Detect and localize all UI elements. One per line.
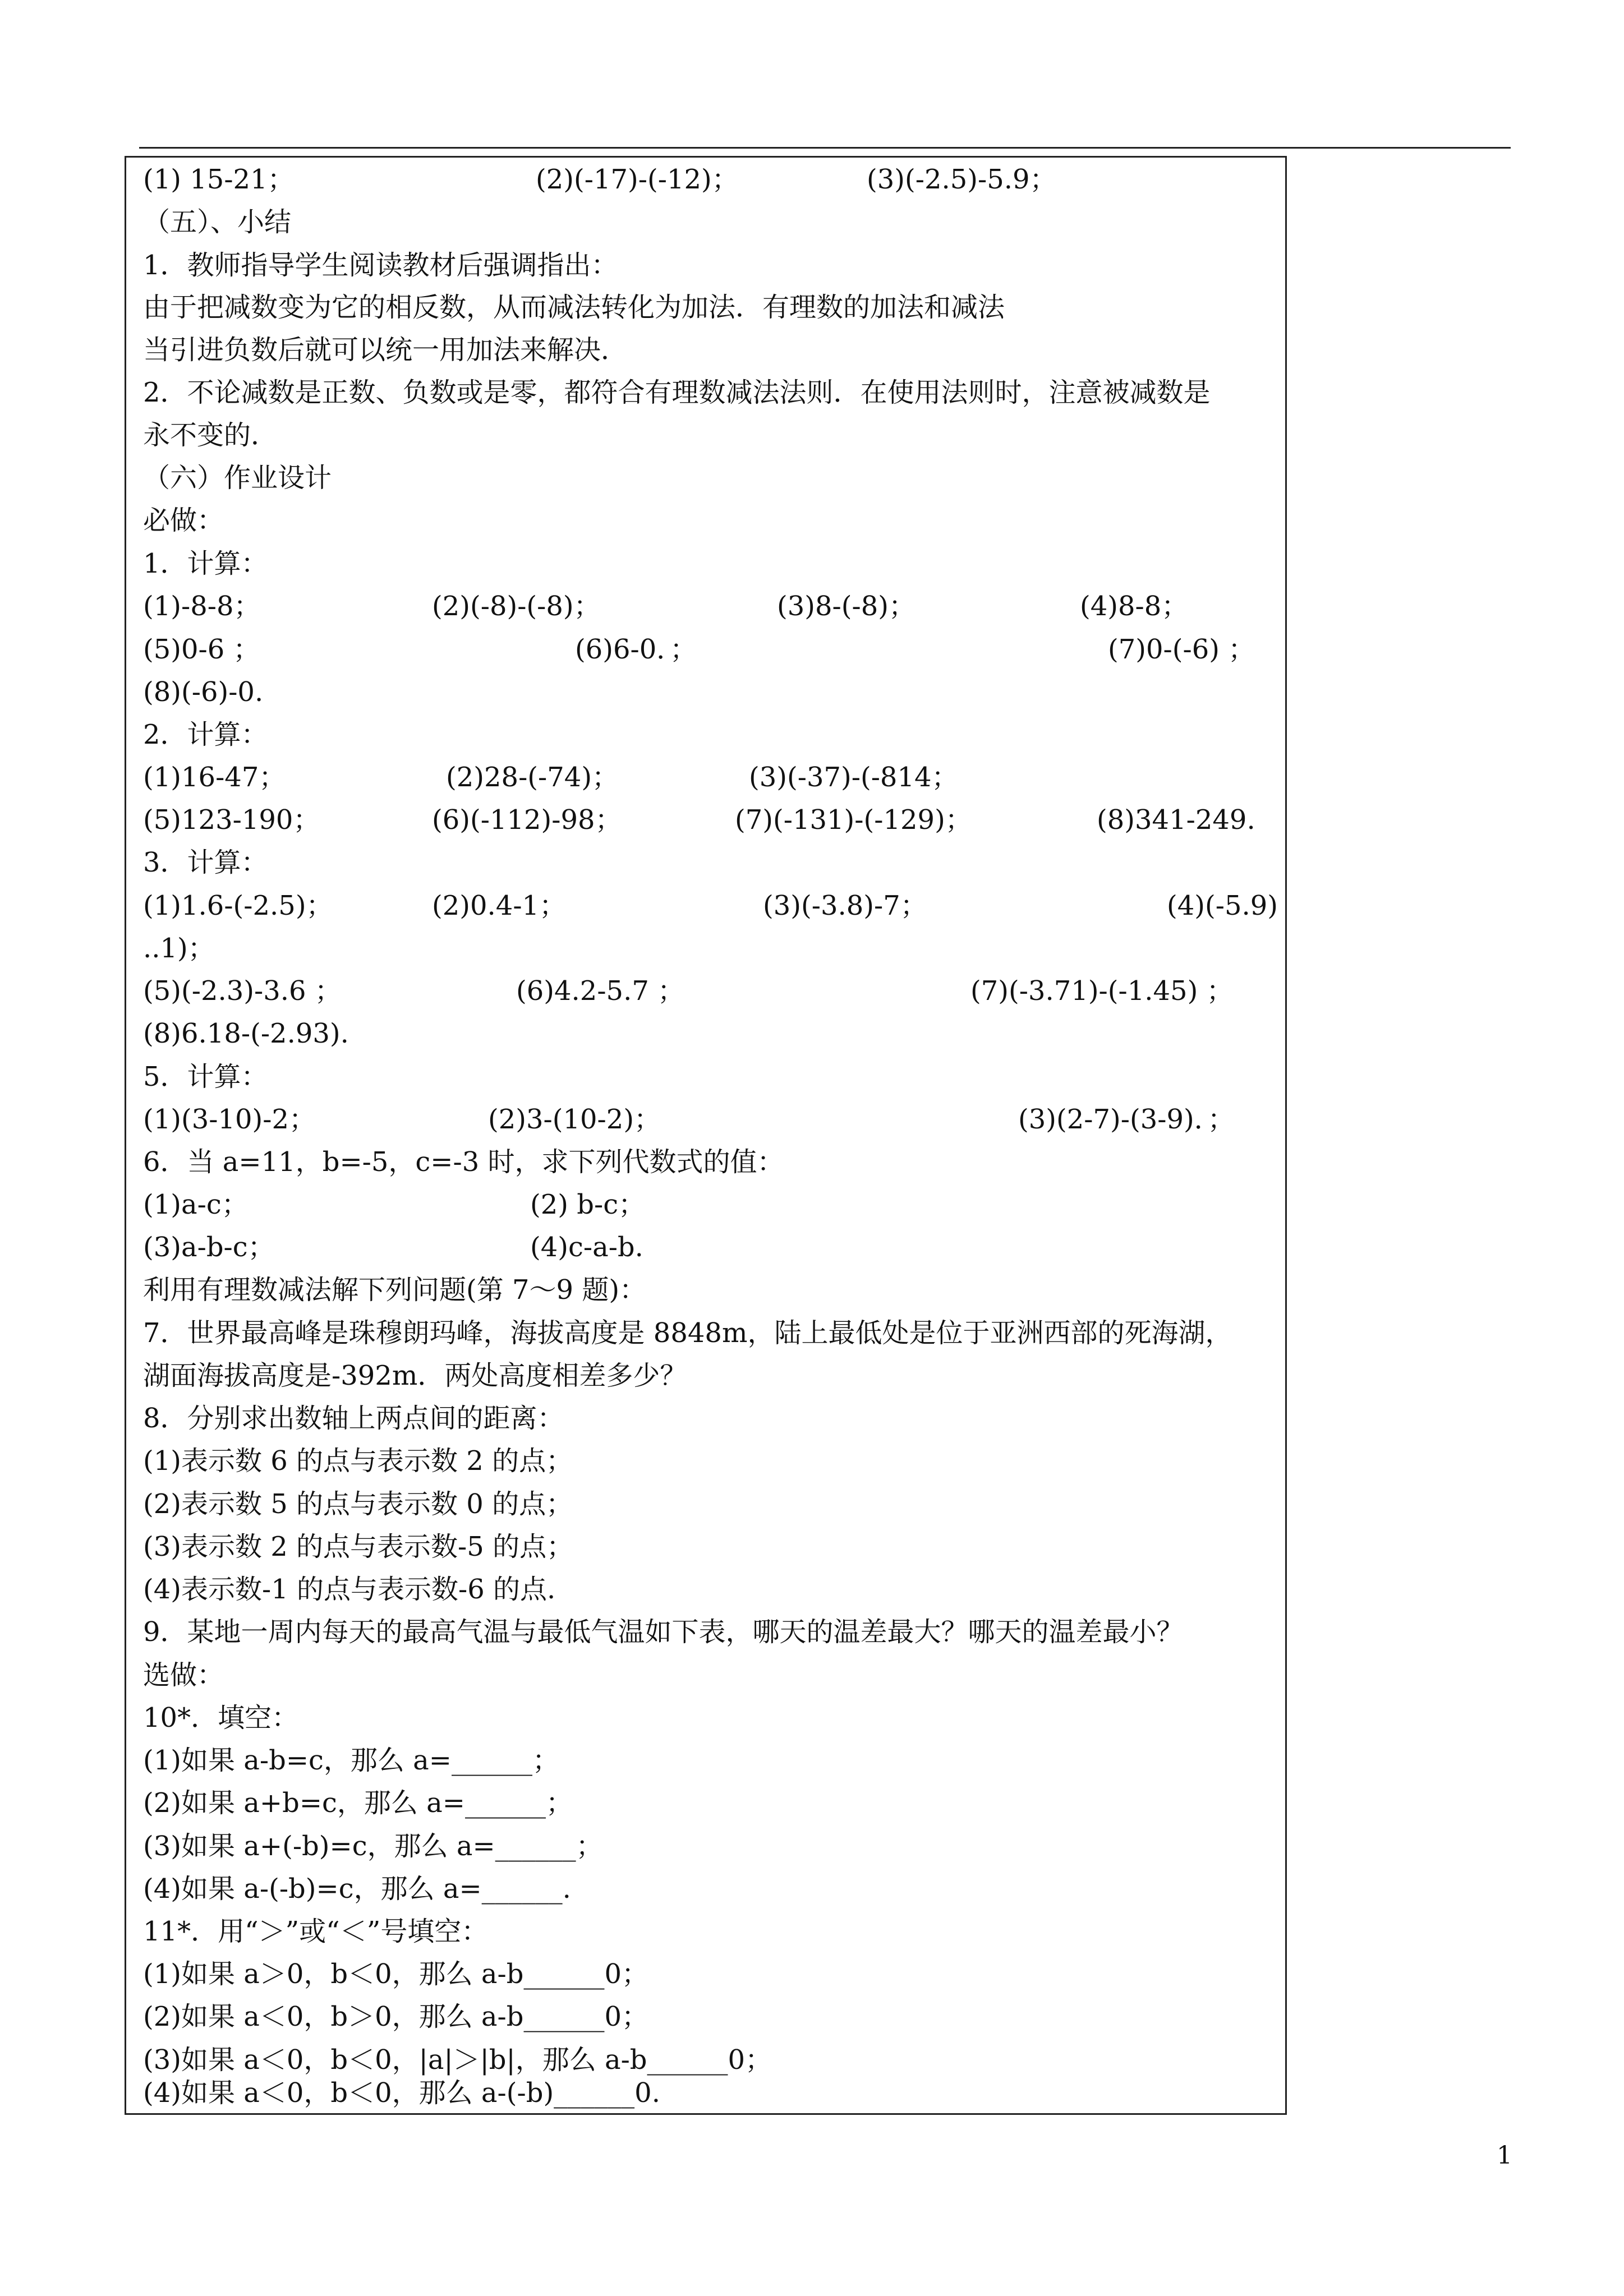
homework-heading: （六）作业设计 — [143, 462, 332, 494]
q6-item-3: (3)a-b-c； — [143, 1232, 275, 1263]
q6-item-4: (4)c-a-b. — [530, 1232, 643, 1263]
q10-item-4: (4)如果 a-(-b)=c，那么 a=______. — [143, 1873, 571, 1905]
q7-9-intro: 利用有理数减法解下列问题(第 7～9 题)： — [143, 1274, 647, 1306]
q1-item-1: (1)-8-8； — [143, 591, 261, 622]
q10-item-1: (1)如果 a-b=c，那么 a=______； — [143, 1745, 560, 1776]
q7-line-1: 7．世界最高峰是珠穆朗玛峰，海拔高度是 8848m，陆上最低处是位于亚洲西部的死海湖， — [143, 1317, 1232, 1349]
summary-p2a: 2．不论减数是正数、负数或是零，都符合有理数减法法则．在使用法则时，注意被减数是 — [143, 377, 1211, 408]
q8-item-2: (2)表示数 5 的点与表示数 0 的点； — [143, 1488, 573, 1520]
q8-item-1: (1)表示数 6 的点与表示数 2 的点； — [143, 1445, 573, 1477]
header-rule — [139, 147, 1511, 149]
summary-heading: （五）、小结 — [143, 206, 292, 238]
top-item-2: (2)(-17)-(-12)； — [536, 164, 739, 195]
top-item-1: (1) 15-21； — [143, 164, 295, 195]
summary-p2b: 永不变的． — [143, 419, 278, 451]
q3-item-6: (6)4.2-5.7 ； — [516, 975, 685, 1007]
summary-p1a: 由于把减数变为它的相反数，从而减法转化为加法．有理数的加法和减法 — [143, 292, 1005, 323]
q1-item-3: (3)8-(-8)； — [777, 591, 915, 622]
q2-item-7: (7)(-131)-(-129)； — [735, 804, 972, 836]
q11-title: 11*．用“＞”或“＜”号填空： — [143, 1916, 489, 1947]
q5-item-2: (2)3-(10-2)； — [488, 1104, 661, 1135]
summary-p1: 1．教师指导学生阅读教材后强调指出： — [143, 250, 618, 281]
q2-item-6: (6)(-112)-98； — [432, 804, 622, 836]
q5-item-1: (1)(3-10)-2； — [143, 1104, 316, 1135]
q8-item-3: (3)表示数 2 的点与表示数-5 的点； — [143, 1531, 574, 1562]
q1-title: 1．计算： — [143, 548, 268, 579]
q7-line-2: 湖面海拔高度是-392m．两处高度相差多少？ — [143, 1360, 687, 1391]
q6-item-1: (1)a-c； — [143, 1189, 249, 1220]
q2-item-1: (1)16-47； — [143, 762, 286, 793]
q3-item-4-cont: ..1)； — [143, 933, 215, 964]
q2-item-2: (2)28-(-74)； — [446, 762, 619, 793]
q3-item-1: (1)1.6-(-2.5)； — [143, 890, 333, 921]
q2-item-8: (8)341-249. — [1097, 804, 1255, 836]
page-number: 1 — [1497, 2141, 1512, 2170]
q2-item-3: (3)(-37)-(-814； — [749, 762, 959, 793]
q10-title: 10*．填空： — [143, 1702, 299, 1733]
q8-item-4: (4)表示数-1 的点与表示数-6 的点. — [143, 1574, 556, 1605]
top-item-3: (3)(-2.5)-5.9； — [867, 164, 1057, 195]
q3-item-7: (7)(-3.71)-(-1.45) ； — [970, 975, 1234, 1007]
q3-item-5: (5)(-2.3)-3.6 ； — [143, 975, 342, 1007]
q1-item-4: (4)8-8； — [1080, 591, 1189, 622]
q1-item-6: (6)6-0．； — [575, 634, 697, 665]
q3-item-8: (8)6.18-(-2.93). — [143, 1018, 349, 1049]
summary-p1b: 当引进负数后就可以统一用加法来解决． — [143, 334, 628, 366]
q3-item-2: (2)0.4-1； — [432, 890, 567, 921]
q6-title: 6．当 a=11，b=-5，c=-3 时，求下列代数式的值： — [143, 1146, 784, 1178]
q6-item-2: (2) b-c； — [530, 1189, 646, 1220]
q11-item-4: (4)如果 a＜0，b＜0，那么 a-(-b)______0. — [143, 2077, 660, 2109]
q2-title: 2．计算： — [143, 719, 268, 750]
q3-item-3: (3)(-3.8)-7； — [763, 890, 927, 921]
q11-item-1: (1)如果 a＞0，b＜0，那么 a-b______0； — [143, 1958, 649, 1990]
q1-item-7: (7)0-(-6) ； — [1108, 634, 1255, 665]
q5-title: 5．计算： — [143, 1061, 268, 1092]
q8-title: 8．分别求出数轴上两点间的距离： — [143, 1403, 564, 1434]
q11-item-2: (2)如果 a＜0，b＞0，那么 a-b______0； — [143, 2001, 649, 2032]
optional-label: 选做： — [143, 1659, 224, 1691]
q3-item-4: (4)(-5.9) — [1167, 890, 1278, 921]
q2-item-5: (5)123-190； — [143, 804, 320, 836]
q1-item-5: (5)0-6 ； — [143, 634, 260, 665]
q1-item-2: (2)(-8)-(-8)； — [432, 591, 601, 622]
q10-item-3: (3)如果 a+(-b)=c，那么 a=______； — [143, 1831, 603, 1862]
q9-text: 9．某地一周内每天的最高气温与最低气温如下表，哪天的温差最大？哪天的温差最小？ — [143, 1616, 1184, 1648]
q11-item-3: (3)如果 a＜0，b＜0，|a|＞|b|，那么 a-b______0； — [143, 2044, 772, 2076]
required-label: 必做： — [143, 505, 224, 536]
q1-item-8: (8)(-6)-0. — [143, 676, 264, 708]
q3-title: 3．计算： — [143, 847, 268, 878]
q5-item-3: (3)(2-7)-(3-9)．； — [1018, 1104, 1235, 1135]
q10-item-2: (2)如果 a+b=c，那么 a=______； — [143, 1787, 573, 1819]
